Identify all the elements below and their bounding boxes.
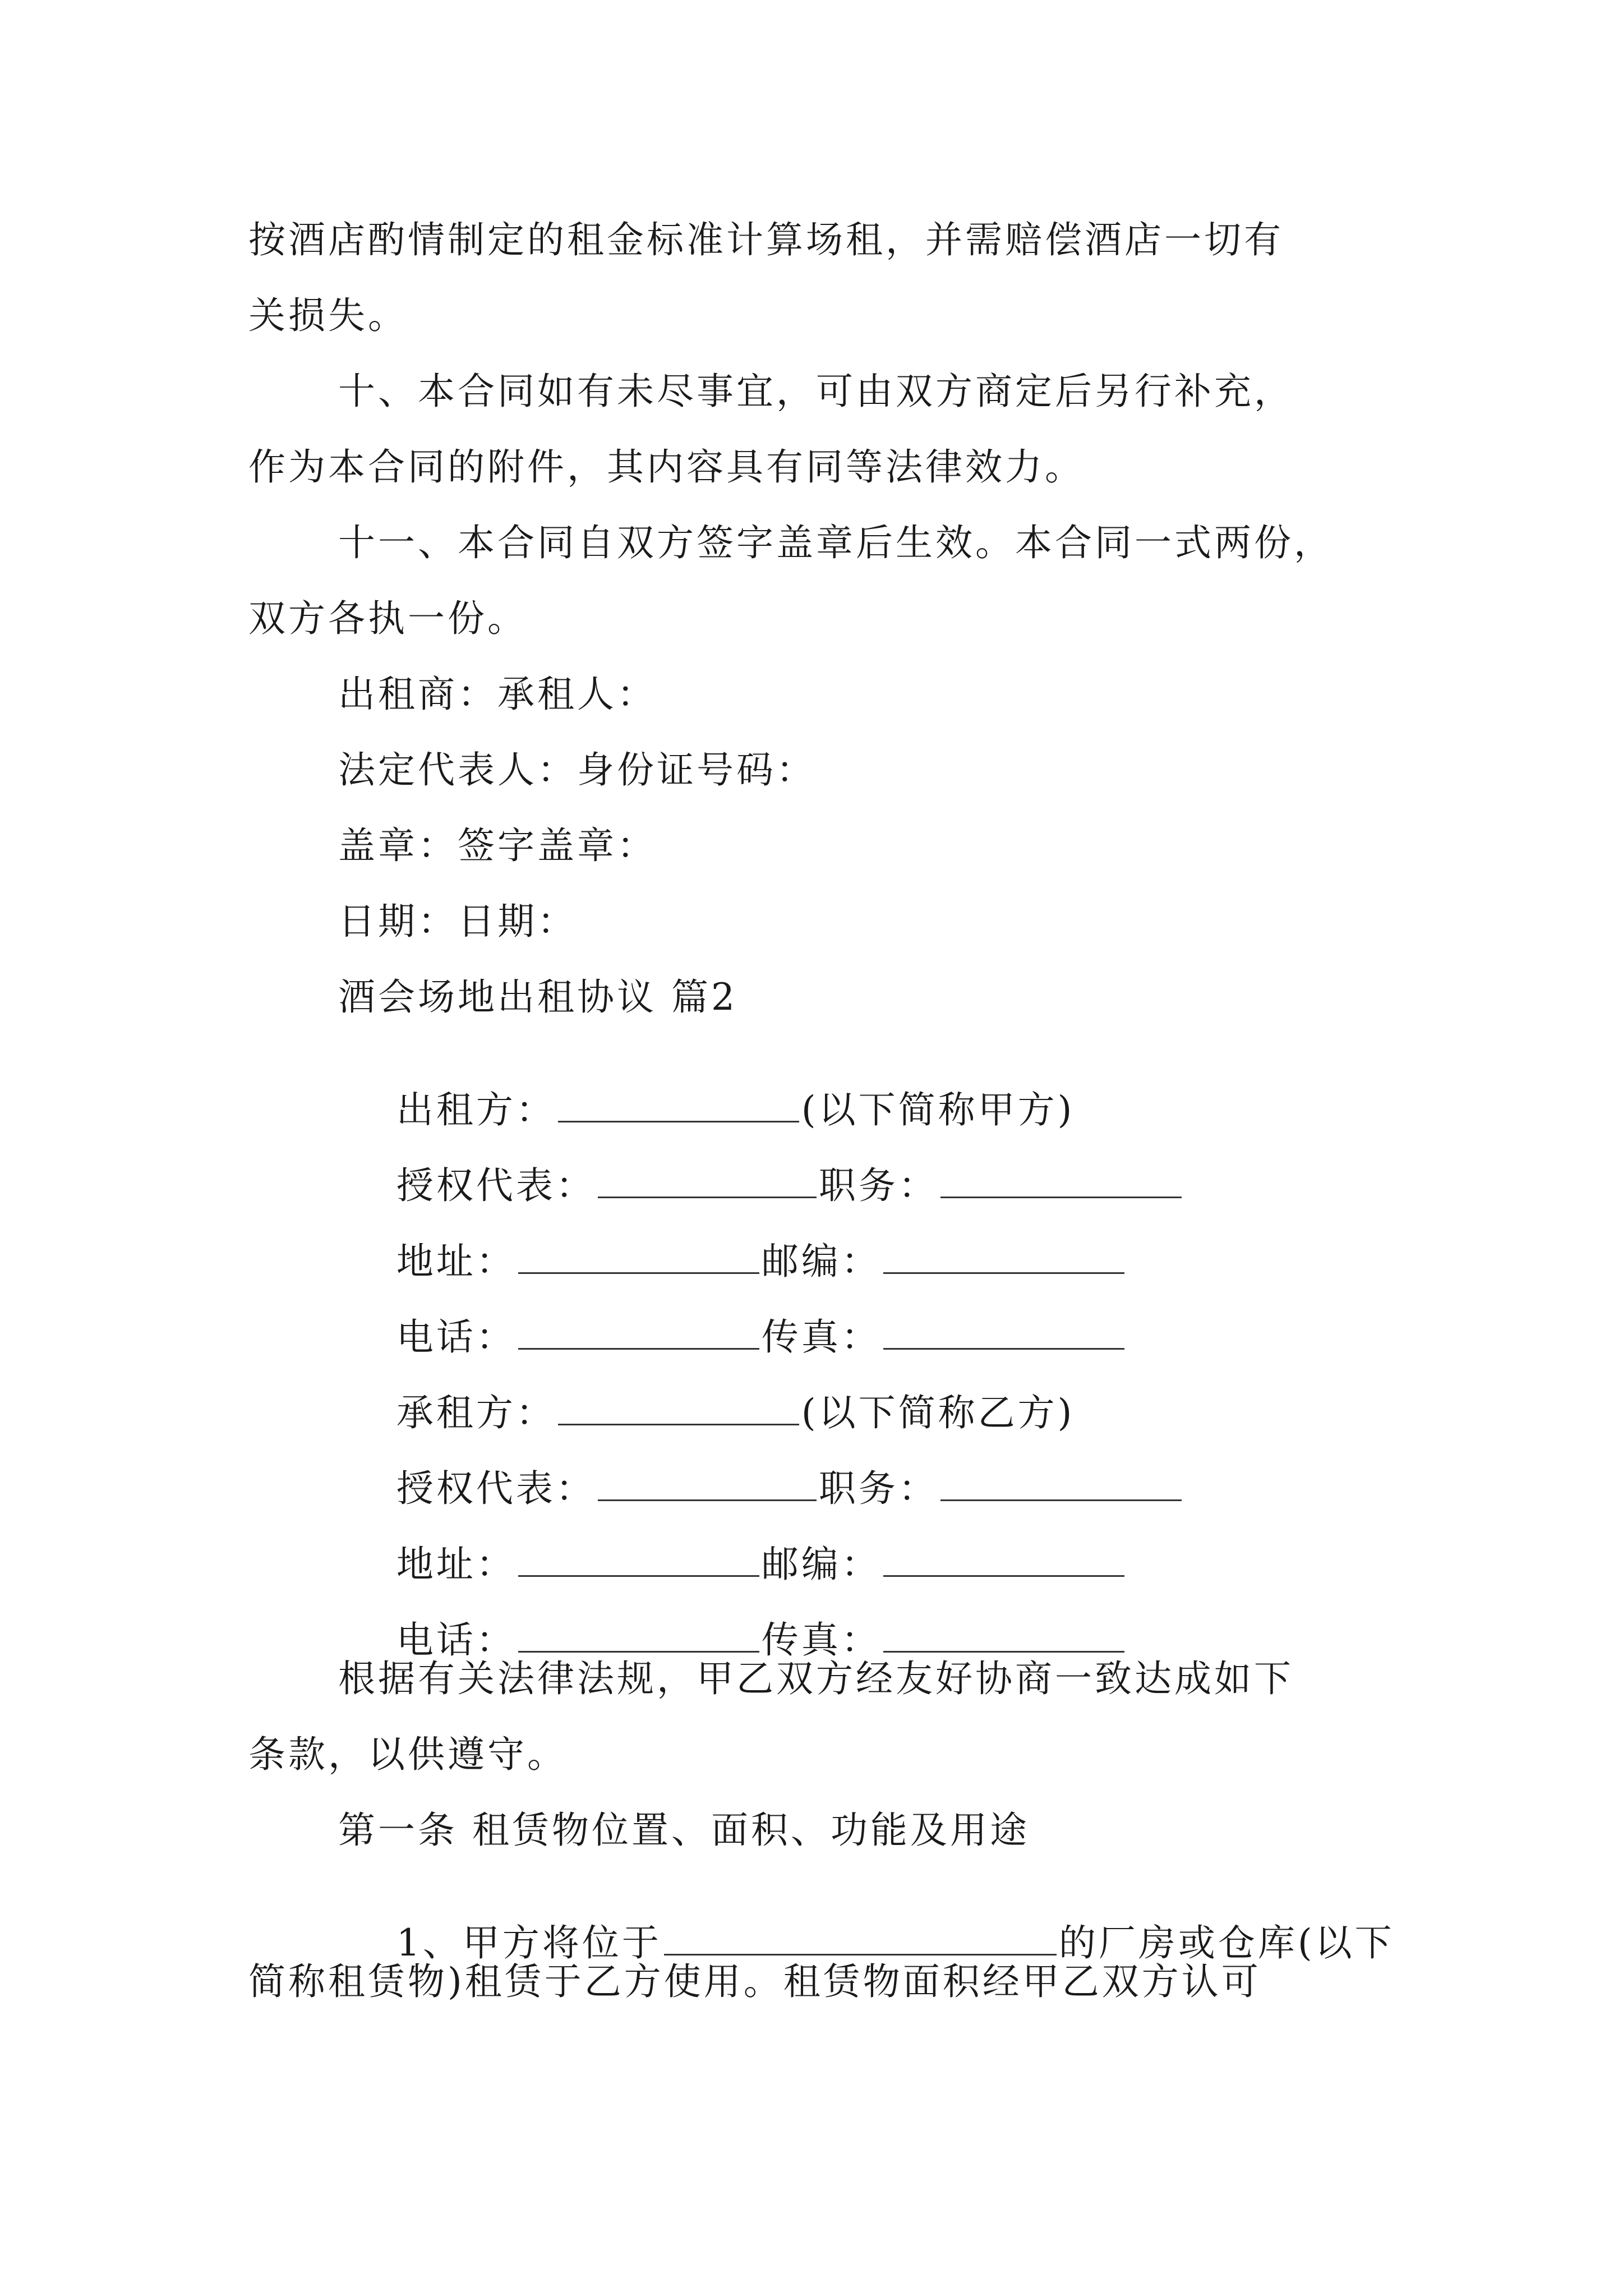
rep-label: 授权代表： [396, 1164, 596, 1207]
signature-line-parties: 出租商：承租人： [338, 673, 657, 716]
lessor-blank[interactable] [558, 1120, 799, 1122]
phone-label: 电话： [396, 1618, 516, 1662]
intro-line: 条款，以供遵守。 [248, 1733, 567, 1776]
location-blank[interactable] [664, 1953, 1057, 1955]
fax-label: 传真： [761, 1315, 881, 1359]
signature-line-representative: 法定代表人：身份证号码： [338, 748, 816, 792]
rep-blank[interactable] [598, 1499, 817, 1501]
postcode-blank[interactable] [883, 1575, 1124, 1577]
signature-line-seal: 盖章：签字盖章： [338, 824, 657, 867]
position-blank[interactable] [940, 1499, 1182, 1501]
signature-line-date: 日期：日期： [338, 900, 577, 943]
clause-10-line: 作为本合同的附件，其内容具有同等法律效力。 [248, 445, 1085, 489]
lessor-label: 出租方： [396, 1088, 556, 1131]
position-label: 职务： [818, 1467, 938, 1510]
phone-blank[interactable] [518, 1347, 759, 1350]
position-label: 职务： [818, 1164, 938, 1207]
address-label: 地址： [396, 1240, 516, 1283]
lessor-suffix: (以下简称甲方) [801, 1088, 1075, 1131]
phone-label: 电话： [396, 1315, 516, 1359]
item-1-line: 简称租赁物)租赁于乙方使用。租赁物面积经甲乙双方认可 [248, 1960, 1261, 2003]
postcode-label: 邮编： [761, 1240, 881, 1283]
address-blank[interactable] [518, 1575, 759, 1577]
postcode-blank[interactable] [883, 1272, 1124, 1274]
fax-label: 传真： [761, 1618, 881, 1662]
item-1-prefix: 1、甲方将位于 [396, 1921, 662, 1964]
position-blank[interactable] [940, 1196, 1182, 1198]
address-label: 地址： [396, 1543, 516, 1586]
rep-blank[interactable] [598, 1196, 817, 1198]
lessee-suffix: (以下简称乙方) [801, 1391, 1075, 1434]
fax-blank[interactable] [883, 1347, 1124, 1350]
phone-blank[interactable] [518, 1650, 759, 1653]
lessee-label: 承租方： [396, 1391, 556, 1434]
item-1-suffix: 的厂房或仓库(以下 [1058, 1921, 1395, 1964]
clause-11-line: 双方各执一份。 [248, 597, 527, 640]
paragraph-line: 按酒店酌情制定的租金标准计算场租，并需赔偿酒店一切有 [248, 218, 1284, 261]
clause-11-line: 十一、本合同自双方签字盖章后生效。本合同一式两份， [338, 521, 1334, 564]
lessee-blank[interactable] [558, 1423, 799, 1425]
clause-10-line: 十、本合同如有未尽事宜，可由双方商定后另行补充， [338, 370, 1294, 413]
postcode-label: 邮编： [761, 1543, 881, 1586]
fax-blank[interactable] [883, 1650, 1124, 1653]
article-1-title: 第一条 租赁物位置、面积、功能及用途 [338, 1809, 1030, 1852]
paragraph-line: 关损失。 [248, 294, 408, 337]
section-title: 酒会场地出租协议 篇2 [338, 976, 737, 1019]
rep-label: 授权代表： [396, 1467, 596, 1510]
address-blank[interactable] [518, 1272, 759, 1274]
intro-line: 根据有关法律法规，甲乙双方经友好协商一致达成如下 [338, 1657, 1294, 1700]
